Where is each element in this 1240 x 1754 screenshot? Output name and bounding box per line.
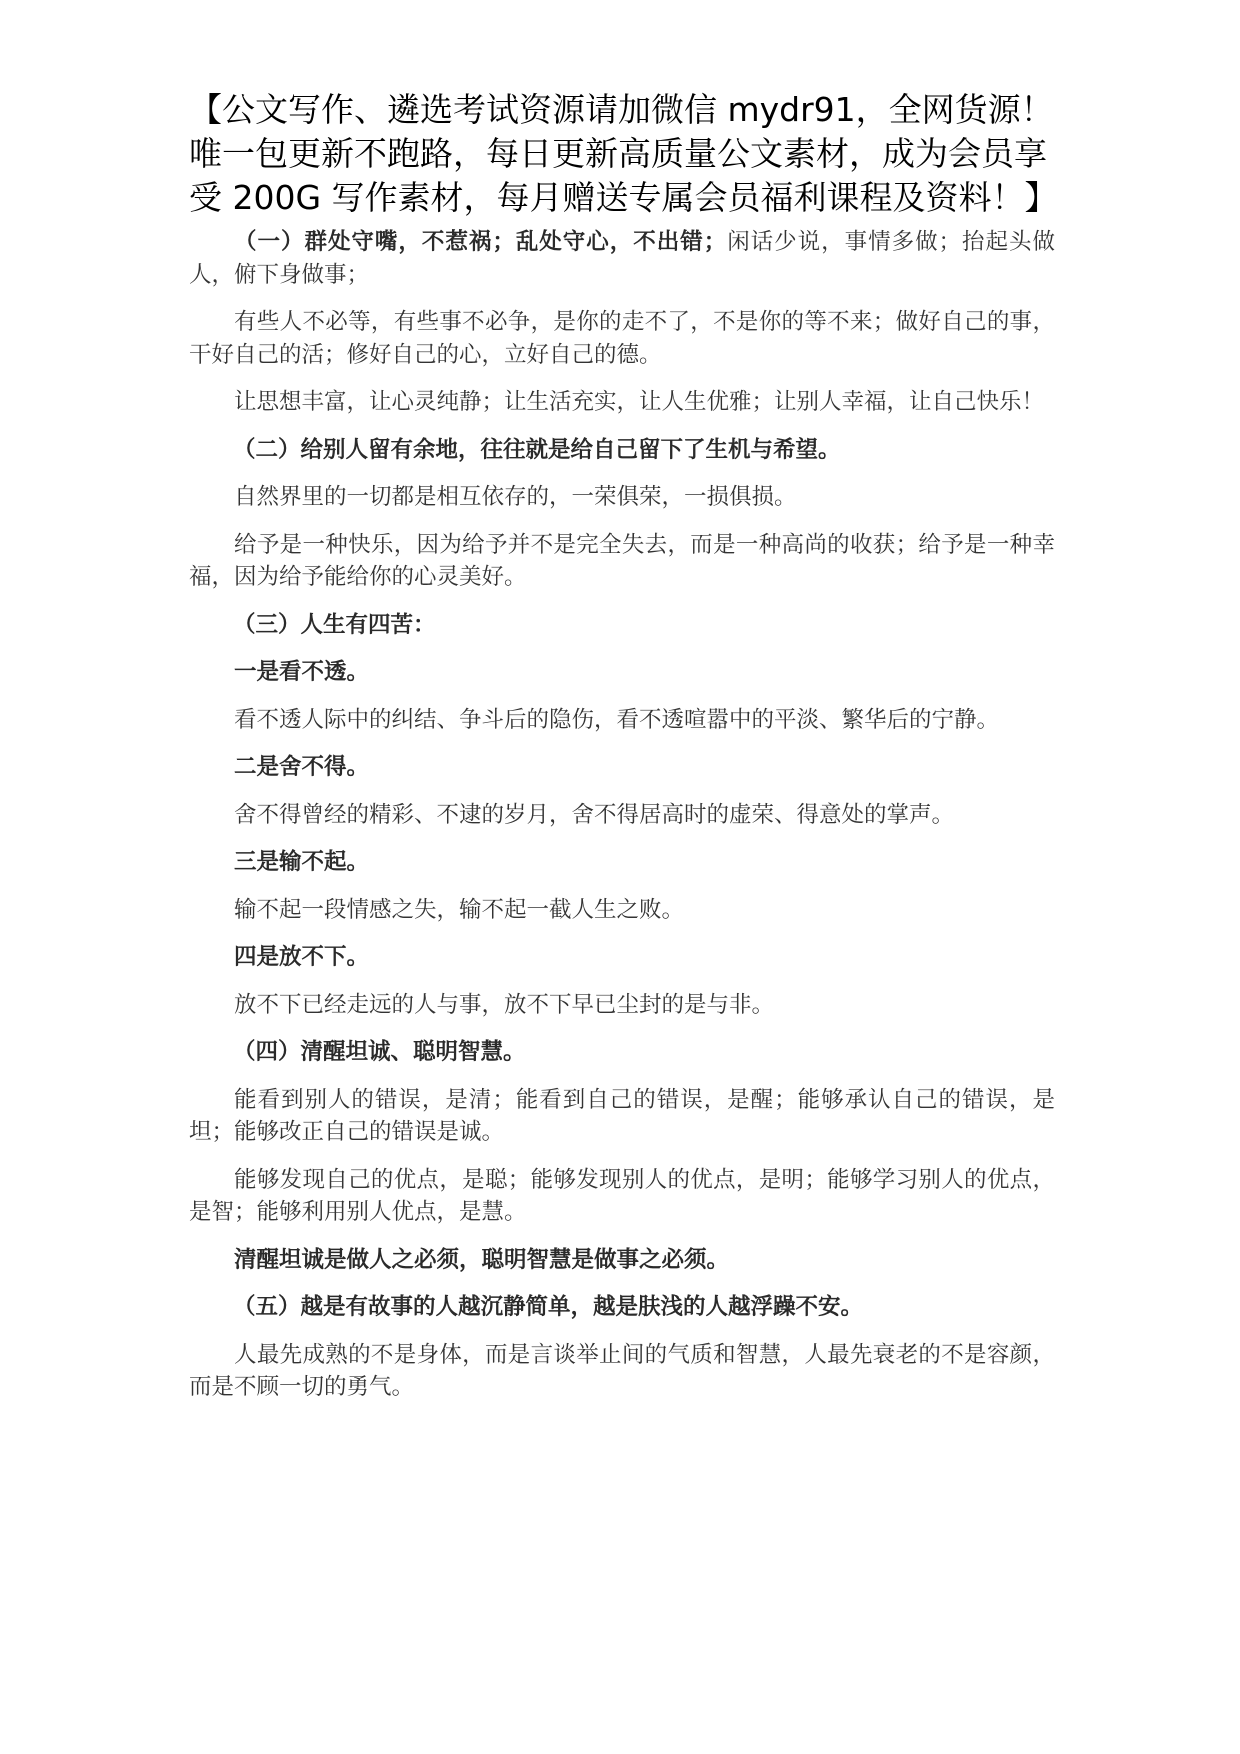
section2-paragraph-1: 自然界里的一切都是相互依存的，一荣俱荣，一损俱损。 (234, 484, 797, 510)
section3-item-title: 一是看不透。 (234, 659, 370, 685)
section4-heading: （四）清醒坦诚、聪明智慧。 (233, 1039, 526, 1065)
section3-item-text: 放不下已经走远的人与事，放不下早已尘封的是与非。 (234, 991, 775, 1018)
section1-rest: 闲话少说，事情多做；抬起头做人，俯下身做事； (189, 229, 1055, 288)
section3-item-title: 四是放不下。 (234, 944, 370, 970)
section3-item-text: 看不透人际中的纠结、争斗后的隐伤，看不透喧嚣中的平淡、繁华后的宁静。 (234, 706, 1000, 733)
section1-paragraph-1 (189, 226, 1055, 291)
section4-summary: 清醒坦诚是做人之必须，聪明智慧是做事之必须。 (234, 1246, 730, 1273)
promo-banner: 【公文写作、遴选考试资源请加微信 mydr91，全网货源！唯一包更新不跑路，每日更新高质量公文素材，成为会员享受 200G 写作素材，每月赠送专属会员福利课程及资料！】 (189, 90, 1058, 217)
section5-heading: （五）越是有故事的人越沉静简单，越是肤浅的人越浮躁不安。 (233, 1294, 864, 1320)
section3-item-text: 舍不得曾经的精彩、不逮的岁月，舍不得居高时的虚荣、得意处的掌声。 (234, 801, 955, 828)
section4-paragraph-2: 能够发现自己的优点，是聪；能够发现别人的优点，是明；能够学习别人的优点，是智；能够利用别人优点，是慧。 (189, 1166, 1055, 1225)
section2-paragraph-2: 给予是一种快乐，因为给予并不是完全失去，而是一种高尚的收获；给予是一种幸福，因为给予能给你的心灵美好。 (189, 531, 1055, 590)
section5-paragraph-1: 人最先成熟的不是身体，而是言谈举止间的气质和智慧，人最先衰老的不是容颜，而是不顾一切的勇气。 (189, 1341, 1055, 1400)
section3-item-text: 输不起一段情感之失，输不起一截人生之败。 (234, 896, 685, 923)
section1-paragraph-3: 让思想丰富，让心灵纯静；让生活充实，让人生优雅；让别人幸福，让自己快乐！ (234, 389, 1045, 415)
document-page (189, 88, 1058, 1419)
section1-paragraph-2: 有些人不必等，有些事不必争，是你的走不了，不是你的等不来；做好自己的事，干好自己的活；修好自己的心，立好自己的德。 (189, 309, 1055, 368)
section1-lead: （一）群处守嘴，不惹祸；乱处守心，不出错； (234, 229, 727, 255)
section4-paragraph-1: 能看到别人的错误，是清；能看到自己的错误，是醒；能够承认自己的错误，是坦；能够改正自己的错误是诚。 (189, 1086, 1055, 1145)
section3-heading: （三）人生有四苦： (233, 611, 436, 638)
section3-item-title: 二是舍不得。 (234, 754, 370, 780)
section2-heading: （二）给别人留有余地，往往就是给自己留下了生机与希望。 (233, 436, 841, 463)
section3-item-title: 三是输不起。 (234, 849, 370, 875)
